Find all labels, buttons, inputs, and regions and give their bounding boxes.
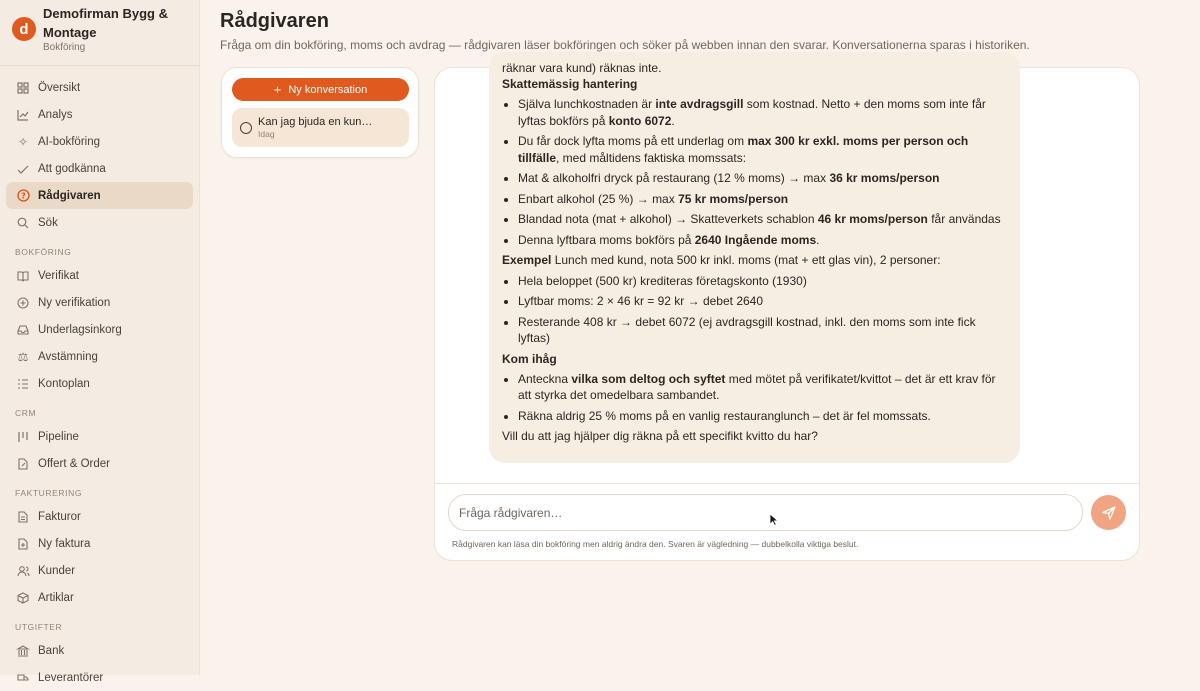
page-title: Rådgivaren — [220, 10, 329, 32]
scale-icon: ⚖ — [17, 349, 29, 364]
list-item: • Lyftbar moms: 2 × 46 kr = 92 kr → debet 2640 — [518, 293, 1007, 310]
list-item: • Blandad nota (mat + alkohol) → Skatteverkets schablon 46 kr moms/person får användas — [518, 211, 1007, 228]
list-item: • Själva lunchkostnaden är inte avdragsgill som kostnad. Netto + den moms som inte får lyftas bokförs på konto 6072. — [518, 96, 1007, 129]
truck-icon — [15, 671, 31, 685]
section-title-bokforing: BOKFÖRING — [15, 247, 72, 257]
plus-circle-icon — [15, 296, 31, 310]
sidebar-item-avstamning[interactable] — [6, 343, 193, 370]
send-icon — [1102, 506, 1116, 520]
book-icon — [15, 269, 31, 283]
bank-icon — [15, 644, 31, 658]
sidebar-item-label: Offert & Order — [38, 457, 111, 470]
message-closing: Vill du att jag hjälper dig räkna på ett specifikt kvitto du har? — [502, 429, 818, 443]
brand[interactable] — [0, 0, 199, 66]
message-cutoff-line: räknar vara kund) räknas inte. — [502, 61, 662, 75]
message-heading: Kom ihåg — [502, 351, 557, 366]
sidebar-nav — [0, 66, 199, 691]
sidebar-item-label: Bank — [38, 644, 65, 657]
chat-panel — [434, 61, 1140, 561]
pipeline-icon — [15, 430, 31, 444]
sidebar-item-label: Ny faktura — [38, 537, 91, 550]
message-paragraph: Exempel Lunch med kund, nota 500 kr inkl. moms (mat + ett glas vin), 2 personer: — [502, 253, 941, 267]
conversation-list-panel — [221, 67, 419, 158]
sidebar-item-analys[interactable] — [6, 101, 193, 128]
sidebar-item-oversikt[interactable] — [6, 74, 193, 101]
mouse-cursor-icon — [769, 513, 779, 526]
chat-bubble-icon — [240, 122, 252, 134]
users-icon — [15, 564, 31, 578]
section-title-utgifter: UTGIFTER — [15, 622, 63, 632]
sidebar-item-ny-verifikation[interactable] — [6, 289, 193, 316]
message-list — [502, 273, 1007, 347]
list-item: • Du får dock lyfta moms på ett underlag om max 300 kr exkl. moms per person och tillfälle, med måltidens faktiska momssats: — [518, 133, 1007, 166]
list-item: • Mat & alkoholfri dryck på restaurang (12 % moms) → max 36 kr moms/person — [518, 170, 1007, 187]
message-list — [502, 371, 1007, 425]
sidebar-item-fakturor[interactable] — [6, 503, 193, 530]
search-icon — [15, 216, 31, 230]
document-plus-icon — [15, 537, 31, 551]
sidebar-item-label: Kunder — [38, 564, 76, 577]
new-conversation-label: Ny konversation — [288, 83, 368, 96]
sidebar-item-artiklar[interactable] — [6, 584, 193, 611]
list-item: • Räkna aldrig 25 % moms på en vanlig restauranglunch – det är fel momssats. — [518, 408, 1007, 425]
sidebar-item-kontoplan[interactable] — [6, 370, 193, 397]
conversation-date: Idag — [258, 128, 275, 139]
sidebar-item-label: Översikt — [38, 81, 81, 94]
conversation-title: Kan jag bjuda en kun… — [258, 115, 373, 128]
grid-icon — [15, 81, 31, 95]
list-item: • Hela beloppet (500 kr) krediteras företagskonto (1930) — [518, 273, 1007, 290]
company-logo: d — [12, 17, 36, 41]
message-list — [502, 96, 1007, 248]
new-conversation-button[interactable] — [232, 78, 409, 101]
document-edit-icon — [15, 457, 31, 471]
check-icon — [15, 162, 31, 176]
sidebar-item-label: Underlagsinkorg — [38, 323, 122, 336]
sidebar-item-pipeline[interactable] — [6, 423, 193, 450]
package-icon — [15, 591, 31, 605]
sidebar-item-underlagsinkorg[interactable] — [6, 316, 193, 343]
list-item: • Resterande 408 kr → debet 6072 (ej avdragsgill kostnad, inkl. den moms som inte fick lyftas) — [518, 314, 1007, 347]
message-heading: Skattemässig hantering — [502, 77, 638, 91]
list-item: • Denna lyftbara moms bokförs på 2640 Ingående moms. — [518, 232, 1007, 249]
assistant-message — [489, 52, 1020, 463]
sidebar-item-label: Sök — [38, 216, 58, 229]
sidebar-item-offert-order[interactable] — [6, 450, 193, 477]
page-subtitle: Fråga om din bokföring, moms och avdrag — rådgivaren läser bokföringen och söker på webben innan den svarar. Konversationerna sparas i historiken. — [220, 38, 1030, 52]
sidebar-item-label: Pipeline — [38, 430, 79, 443]
sidebar-item-label: Analys — [38, 108, 73, 121]
sidebar-item-radgivaren[interactable] — [6, 182, 193, 209]
sidebar-item-att-godkanna[interactable] — [6, 155, 193, 182]
company-name: Demofirman Bygg & Montage — [43, 6, 168, 40]
chart-icon — [15, 108, 31, 122]
sidebar-item-kunder[interactable] — [6, 557, 193, 584]
plus-icon: + — [273, 82, 282, 97]
sidebar-item-label: Artiklar — [38, 591, 74, 604]
sidebar-item-leverantorer[interactable] — [6, 664, 193, 691]
section-title-fakturering: FAKTURERING — [15, 488, 83, 498]
company-subtitle: Bokföring — [43, 42, 86, 53]
sidebar-item-sok[interactable] — [6, 209, 193, 236]
disclaimer-text: Rådgivaren kan läsa din bokföring men aldrig ändra den. Svaren är vägledning — dubbelkolla viktiga beslut. — [452, 539, 859, 549]
sparkle-icon: ✧ — [17, 134, 29, 149]
send-button[interactable] — [1091, 495, 1126, 530]
list-item: • Enbart alkohol (25 %) → max 75 kr moms/person — [518, 191, 1007, 208]
sidebar-item-label: AI-bokföring — [38, 135, 101, 148]
help-circle-icon — [15, 189, 31, 203]
sidebar-item-label: Kontoplan — [38, 377, 90, 390]
list-icon — [15, 377, 31, 391]
list-item: • Anteckna vilka som deltog och syftet med mötet på verifikatet/kvittot – det är ett krav för att styrka det omedelbara sambandet. — [518, 371, 1007, 404]
sidebar-item-ny-faktura[interactable] — [6, 530, 193, 557]
sidebar-item-label: Ny verifikation — [38, 296, 111, 309]
chat-input[interactable] — [448, 494, 1083, 531]
section-title-crm: CRM — [15, 408, 37, 418]
composer-divider — [435, 483, 1141, 484]
sidebar-item-label: Avstämning — [38, 350, 98, 363]
document-icon — [15, 510, 31, 524]
inbox-icon — [15, 323, 31, 337]
sidebar-item-label: Rådgivaren — [38, 189, 101, 202]
sidebar-item-ai-bokforing[interactable] — [6, 128, 193, 155]
svg-text:?: ? — [20, 191, 26, 201]
conversation-item[interactable] — [232, 108, 409, 147]
sidebar-item-label: Att godkänna — [38, 162, 106, 175]
sidebar-item-bank[interactable] — [6, 637, 193, 664]
sidebar-item-verifikat[interactable] — [6, 262, 193, 289]
sidebar — [0, 0, 200, 684]
sidebar-item-label: Fakturor — [38, 510, 81, 523]
sidebar-item-label: Leverantörer — [38, 671, 104, 684]
sidebar-item-label: Verifikat — [38, 269, 79, 282]
